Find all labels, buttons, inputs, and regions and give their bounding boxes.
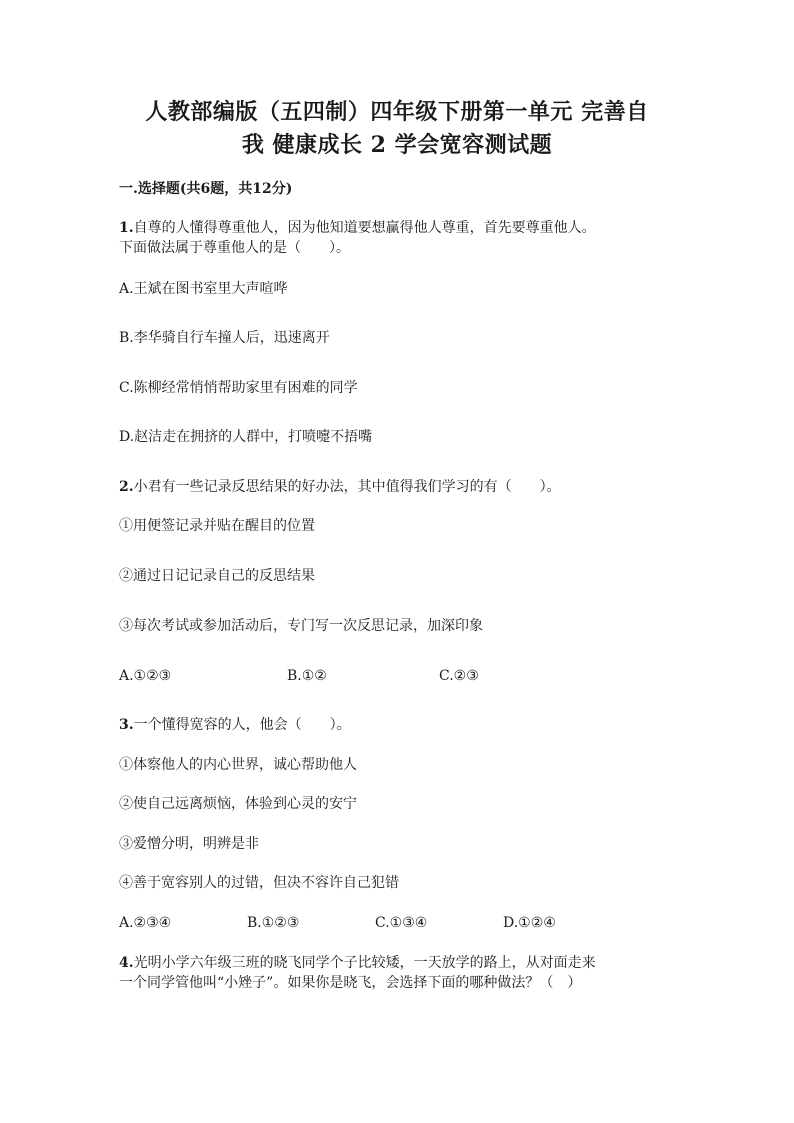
question-4-text-1: 光明小学六年级三班的晓飞同学个子比较矮，一天放学的路上，从对面走来	[133, 955, 596, 971]
question-3-number: 3.	[119, 717, 134, 733]
question-3-item-3: ③爱憎分明，明辨是非	[119, 836, 259, 852]
question-3-line-1	[119, 715, 351, 735]
question-1-line-1	[119, 218, 596, 238]
question-3-option-c: C.①③④	[375, 915, 428, 931]
question-1-option-c: C.陈柳经常悄悄帮助家里有困难的同学	[119, 380, 358, 396]
question-3-item-1: ①体察他人的内心世界，诚心帮助他人	[119, 757, 357, 773]
question-3-option-b: B.①②③	[247, 915, 300, 931]
question-2-option-b: B.①②	[287, 668, 327, 684]
question-3-option-d: D.①②④	[503, 915, 556, 931]
question-3-item-4: ④善于宽容别人的过错，但决不容许自己犯错	[119, 875, 399, 891]
question-3-text-1: 一个懂得宽容的人，他会（ ）。	[133, 717, 351, 733]
section-heading: 一.选择题(共6题，共12分)	[119, 181, 293, 197]
question-2-item-3: ③每次考试或参加活动后，专门写一次反思记录，加深印象	[119, 618, 483, 634]
question-1-option-a: A.王斌在图书室里大声喧哗	[119, 281, 288, 297]
question-3-item-2: ②使自己远离烦恼，体验到心灵的安宁	[119, 796, 357, 812]
question-4-line-2: 一个同学管他叫“小矬子”。如果你是晓飞，会选择下面的哪种做法？（ ）	[119, 975, 582, 991]
question-1-number: 1.	[119, 220, 134, 236]
question-3-option-a: A.②③④	[119, 915, 172, 931]
question-2-option-c: C.②③	[439, 668, 479, 684]
question-1-option-b: B.李华骑自行车撞人后，迅速离开	[119, 330, 330, 346]
question-2-item-1: ①用便签记录并贴在醒目的位置	[119, 518, 315, 534]
question-2-item-2: ②通过日记记录自己的反思结果	[119, 568, 315, 584]
question-1-line-2: 下面做法属于尊重他人的是（ ）。	[119, 240, 350, 256]
question-2-text-1: 小君有一些记录反思结果的好办法，其中值得我们学习的有（ ）。	[133, 479, 561, 495]
question-4-number: 4.	[119, 955, 134, 971]
question-1-text-1: 自尊的人懂得尊重他人，因为他知道要想赢得他人尊重，首先要尊重他人。	[133, 220, 596, 236]
question-2-option-a: A.①②③	[119, 668, 172, 684]
document-title-line-1: 人教部编版（五四制）四年级下册第一单元 完善自	[145, 99, 649, 125]
document-title-line-2: 我 健康成长 2 学会宽容测试题	[241, 132, 553, 158]
question-4-line-1	[119, 953, 596, 973]
question-1-option-d: D.赵洁走在拥挤的人群中，打喷嚏不捂嘴	[119, 429, 373, 445]
question-2-number: 2.	[119, 479, 134, 495]
question-2-line-1	[119, 477, 561, 497]
